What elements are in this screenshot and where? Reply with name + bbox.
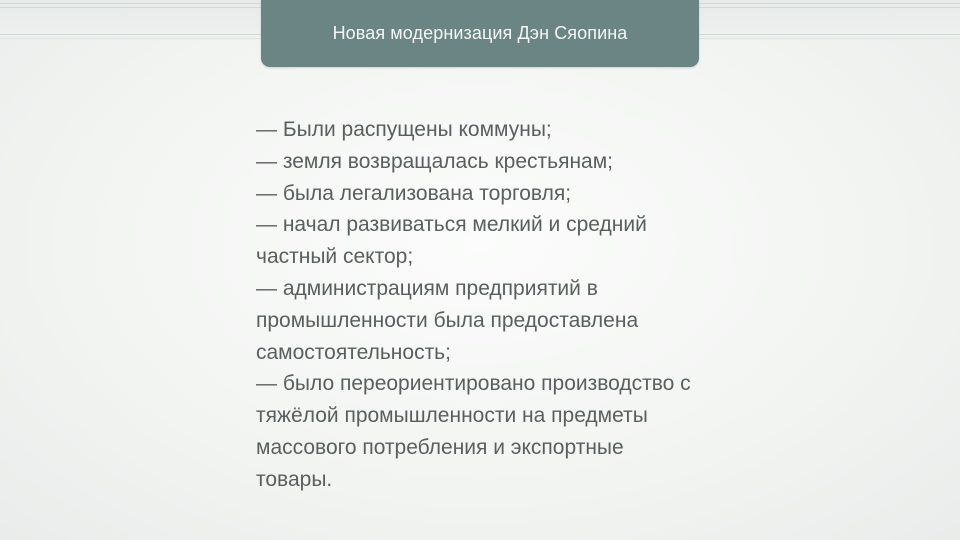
list-item: — земля возвращалась крестьянам;	[256, 149, 613, 173]
bullet-list	[256, 114, 756, 496]
slide-title: Новая модернизация Дэн Сяопина	[332, 23, 628, 43]
list-item: — была легализована торговля;	[256, 181, 572, 205]
list-item: — Были распущены коммуны;	[256, 118, 552, 141]
title-banner	[261, 0, 699, 67]
list-item: — начал развиваться мелкий и средний частный сектор;	[256, 213, 647, 269]
list-item: — было переориентировано производство с тяжёлой промышленности на предметы массового потребления и экспортные товары.	[256, 372, 691, 491]
list-item: — администрациям предприятий в промышленности была предоставлена самостоятельность;	[256, 276, 639, 364]
